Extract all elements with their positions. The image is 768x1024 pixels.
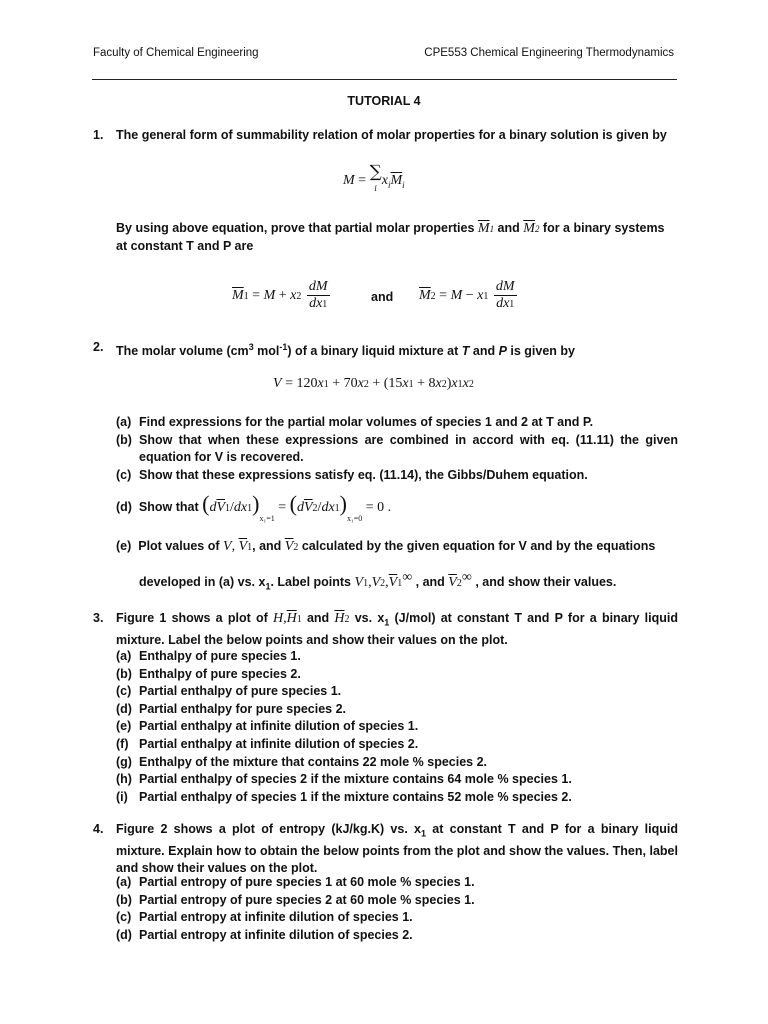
- equation-partial-m2: $\overline{M}2 = M - x1$ $\frac{dM}{dx1}$: [419, 279, 515, 311]
- question-text: The general form of summability relation of molar properties for a binary solution is given by: [116, 128, 667, 142]
- list-item: [116, 414, 678, 432]
- item-text: Partial enthalpy of pure species 1.: [139, 684, 342, 699]
- item-text-4: . Label points: [270, 575, 352, 590]
- question-1-paragraph: By using above equation, prove that partial molar properties $\overline{M}1$ and $\overline{M}2$ for a binary systems at constant T and P are: [116, 221, 665, 253]
- q3-text-3: (J/mol) at constant T and P for a binary liquid mixture. Label the below points and show their values on the plot.: [116, 611, 678, 647]
- item-text-3: developed in (a) vs. x: [139, 575, 266, 590]
- item-label: (b): [116, 432, 132, 447]
- item-label: (b): [116, 666, 132, 681]
- equation-partial-m1: $\overline{M}1 = M + x2$ $\frac{dM}{dx1}$: [232, 279, 328, 311]
- q2-text-d: is given by: [506, 344, 576, 359]
- list-item: [116, 648, 678, 666]
- header-course: CPE553 Chemical Engineering Thermodynamics: [424, 47, 674, 59]
- question-number: 1.: [93, 128, 104, 142]
- item-text: Enthalpy of the mixture that contains 22 mole % species 2.: [139, 754, 488, 769]
- item-text-1: Plot values of: [138, 539, 220, 553]
- question-3: [93, 610, 678, 649]
- q3-text-2: vs. x: [354, 611, 385, 625]
- page-title: TUTORIAL 4: [347, 94, 421, 108]
- list-item: [116, 892, 678, 910]
- item-label: (i): [116, 789, 128, 804]
- item-label: (g): [116, 754, 132, 769]
- item-label: (a): [116, 415, 132, 429]
- item-text: Partial entropy of pure species 1 at 60 mole % species 1.: [139, 875, 475, 889]
- question-number: 2.: [93, 340, 104, 354]
- paragraph-end: for a binary systems at constant T and P are: [116, 221, 665, 253]
- question-2-list: [116, 414, 678, 484]
- item-text: Partial enthalpy at infinite dilution of species 2.: [139, 736, 419, 751]
- question-number: 4.: [93, 822, 104, 836]
- q4-text-1: Figure 2 shows a plot of entropy (kJ/kg.K) vs. x: [116, 822, 421, 836]
- item-text: Show that these expressions satisfy eq. (11.14), the Gibbs/Duhem equation.: [139, 467, 588, 482]
- item-text-2: calculated by the given equation for V and by the equations: [301, 539, 656, 553]
- item-label: (a): [116, 649, 132, 663]
- item-label: (c): [116, 684, 132, 699]
- question-text: The molar volume ($cm^3$ mol$^{-1}$) of a binary liquid mixture at T and P is given by: [116, 342, 576, 359]
- item-label: (e): [116, 719, 132, 734]
- list-item: [116, 467, 678, 485]
- item-text: Partial enthalpy at infinite dilution of species 1.: [139, 719, 419, 734]
- question-2-item-e: (e) Plot values of V, $\overline{V}1$, and $\overline{V}2$ calculated by the given equation for V and by the equations: [116, 539, 656, 554]
- item-text: Partial entropy of pure species 2 at 60 mole % species 1.: [139, 892, 475, 907]
- q2-text-a: The molar volume (cm: [116, 344, 249, 359]
- q2-text-p: P: [498, 344, 507, 359]
- item-text: Partial entropy at infinite dilution of species 1.: [139, 910, 413, 925]
- list-item: [116, 736, 678, 754]
- item-label: (b): [116, 892, 132, 907]
- list-item: [116, 909, 678, 927]
- question-2-item-d: (d) Show that $(d\overline{V}1/dx1)_{x_1=1} = (d\overline{V}2/dx1)_{x_1=0} = 0$ .: [116, 491, 392, 523]
- item-text: Find expressions for the partial molar volumes of species 1 and 2 at T and P.: [139, 415, 594, 429]
- header-divider: [92, 79, 677, 80]
- question-4: [93, 821, 678, 877]
- header-faculty: Faculty of Chemical Engineering: [93, 47, 259, 59]
- list-item: [116, 771, 678, 789]
- item-text: Enthalpy of pure species 1.: [139, 649, 301, 663]
- q2-text-c: ) of a binary liquid mixture at: [287, 344, 459, 359]
- question-2: [93, 339, 678, 360]
- question-text: Figure 2 shows a plot of entropy (kJ/kg.K) vs. $x_1$ at constant T and P for a binary liquid mixture. Explain how to obtain the below points from the plot and show the values. Then, label and show their values on the plot.: [116, 822, 678, 875]
- q3-text-1: Figure 1 shows a plot of: [116, 611, 268, 625]
- item-text: Enthalpy of pure species 2.: [139, 666, 301, 681]
- question-text: Figure 1 shows a plot of $H,\overline{H}1$ and $\overline{H}2$ vs. $x_1$ (J/mol) at constant T and P for a binary liquid mixture. Label the below points and show their values on the plot.: [116, 611, 678, 647]
- list-item: [116, 754, 678, 772]
- q2-text-and: and: [469, 344, 499, 359]
- question-3-list: [116, 648, 678, 806]
- list-item: [116, 683, 678, 701]
- question-number: 3.: [93, 611, 104, 625]
- equation-molar-volume: V = 120x1 + 70x2 + (15x1 + 8x2)x1x2: [273, 376, 474, 391]
- list-item: [116, 927, 678, 945]
- q2-text-b: mol: [253, 344, 280, 359]
- question-2-item-e-cont: developed in (a) vs. $x_1$. Label points $V1,V2,\overline{V}1^\infty$ , and $\overline{V}2^\infty$ , and show their values.: [139, 570, 617, 592]
- equation-and: and: [371, 290, 394, 304]
- list-item: [116, 666, 678, 684]
- q4-text-2: at constant T and P for a binary liquid mixture. Explain how to obtain the below points from the plot and show the values. Then, label and show their values on the plot.: [116, 822, 678, 875]
- paragraph-text: By using above equation, prove that partial molar properties: [116, 221, 475, 235]
- paragraph-and: and: [497, 221, 520, 235]
- item-label: (d): [116, 701, 132, 716]
- list-item: [116, 718, 678, 736]
- equation-summability: M = ∑ $ix_i\overline{M}_i$: [343, 162, 405, 193]
- item-label: (f): [116, 736, 129, 751]
- item-label: (d): [116, 500, 132, 514]
- list-item: [116, 701, 678, 719]
- list-item: [116, 789, 678, 807]
- item-label: (c): [116, 467, 132, 482]
- q2-text-t: T: [461, 344, 470, 359]
- item-text: Partial enthalpy for pure species 2.: [139, 701, 347, 716]
- item-text-5: , and show their values.: [475, 575, 617, 590]
- item-label: (h): [116, 772, 132, 787]
- item-text: Show that: [138, 500, 199, 514]
- item-text: Partial enthalpy of species 2 if the mixture contains 64 mole % species 1.: [139, 772, 572, 787]
- item-label: (c): [116, 910, 132, 925]
- item-label: (e): [116, 539, 132, 553]
- item-text: Show that when these expressions are combined in accord with eq. (11.11) the given equation for V is recovered.: [139, 432, 678, 465]
- list-item: [116, 432, 678, 467]
- question-4-list: [116, 874, 678, 944]
- item-text: Partial entropy at infinite dilution of species 2.: [139, 927, 413, 942]
- question-1: [93, 127, 678, 144]
- item-text: Partial enthalpy of species 1 if the mixture contains 52 mole % species 2.: [139, 789, 572, 804]
- item-label: (a): [116, 875, 132, 889]
- item-label: (d): [116, 927, 132, 942]
- list-item: [116, 874, 678, 892]
